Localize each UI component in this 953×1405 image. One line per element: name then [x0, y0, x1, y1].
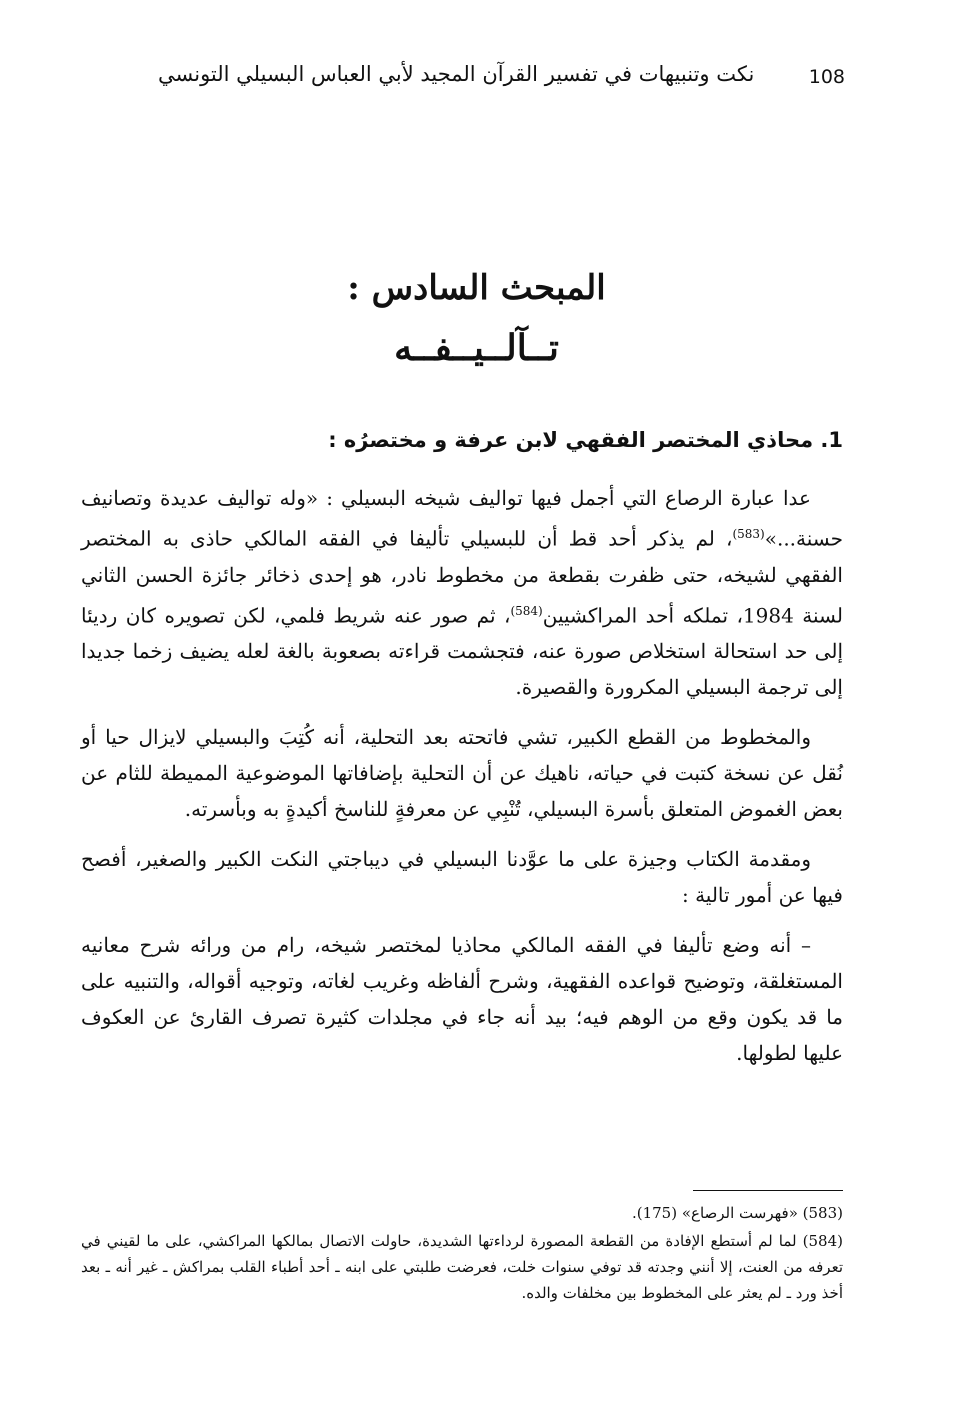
paragraph-4: – أنه وضع تأليفا في الفقه المالكي محاذيا لمختصر شيخه، رام من ورائه شرح معانيه المستغلقة، وتوضيح قواعده الفقهية، وشرح ألفاظه وغريب لغاته، وتوجيه أقواله، والتنبيه على ما قد يكون وقع من الوهم فيه؛ بيد أنه جاء في مجلدات كثيرة تصرف القارئ عن العكوف عليها لطولها. — [81, 933, 843, 1066]
paragraph-3: ومقدمة الكتاب وجيزة على ما عوَّدنا البسيلي في ديباجتي النكت الكبير والصغير، أفصح فيها عن أمور تالية : — [81, 847, 843, 908]
footnote-ref-583: (583) — [732, 527, 765, 541]
paragraph-2: والمخطوط من القطع الكبير، تشي فاتحته بعد التحلية، أنه كُتِبَ والبسيلي لايزال حيا أو نُقل عن نسخة كتبت في حياته، ناهيك عن أن التحلية بإضافاتها الموضوعية المميطة للثام عن بعض الغموض المتعلق بأسرة البسيلي، تُنْبِي عن معرفةٍ للناسخ أكيدةٍ به وبأسرته. — [81, 725, 843, 822]
paragraph-1-part-3: ، ثم صور عنه شريط فلمي، لكن تصويره كان رديئا إلى حد استحالة استخلاص صورة عنه، فتجشمت قراءته بصعوبة بالغة لعله يضيف زخما جديدا إلى ترجمة البسيلي المكرورة والقصيرة. — [81, 603, 843, 700]
running-title: نكت وتنبيهات في تفسير القرآن المجيد لأبي العباس البسيلي التونسي — [158, 62, 755, 86]
chapter-title: المبحث السادس : — [347, 268, 606, 308]
footnote-ref-584: (584) — [510, 603, 543, 618]
footnote-583: (583) «فهرست الرصاع» (175). — [631, 1204, 843, 1222]
footnote-divider — [693, 1190, 843, 1191]
paragraph-1-part-1: عدا عبارة الرصاع التي أجمل فيها تواليف شيخه البسيلي : «وله تواليف عديدة وتصانيف حسنة...» — [81, 486, 843, 551]
paragraph-1-part-2: ، لم يذكر أحد قط أن للبسيلي تأليفا في الفقه المالكي حاذى به المختصر الفقهي لشيخه، حتى ظفرت بقطعة من مخطوط نادر، هو إحدى ذخائر جائزة الحسن الثاني لسنة 1984، تملكه أحد المراكشيين — [81, 526, 843, 628]
page-number: 108 — [808, 66, 845, 88]
body-text — [81, 480, 843, 1085]
chapter-subtitle: تــآلــيــفــه — [394, 327, 559, 369]
footnote-584: (584) لما لم أستطع الإفادة من القطعة المصورة لرداءتها الشديدة، حاولت الاتصال بمالكها المراكشي، على ما لقيني في تعرفه من العنت، إلا أنني وجدته قد توفي سنوات خلت، فعرضت طلبتي على ابنه ـ أحد أطباء القلب بمراكش ـ غير أنه ـ بعد أخذ ورد ـ لم يعثر على المخطوط بين مخلفات والده. — [81, 1232, 843, 1302]
chapter-heading — [0, 262, 953, 374]
page-header — [80, 62, 845, 102]
footnotes — [81, 1200, 843, 1308]
paragraph-1 — [81, 480, 843, 705]
section-heading: 1. محاذي المختصر الفقهي لابن عرفة و مختصرُه : — [328, 428, 843, 452]
